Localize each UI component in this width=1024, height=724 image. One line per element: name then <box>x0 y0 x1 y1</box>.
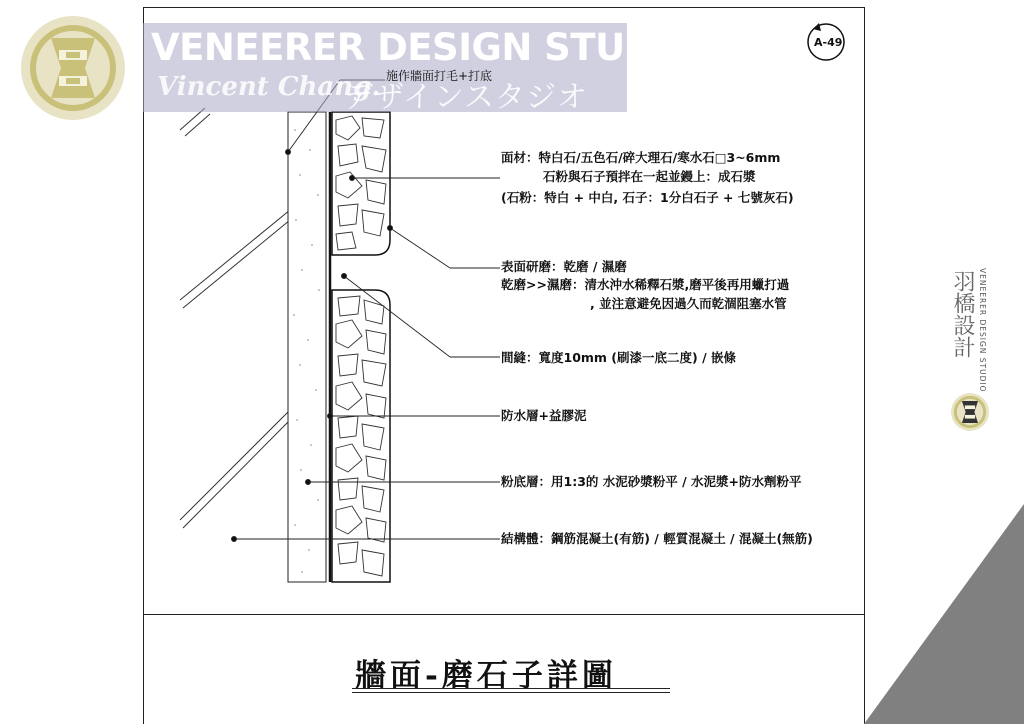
brand-mark-icon <box>951 393 989 431</box>
brand-english-name: VENEERER DESIGN STUDIO <box>978 268 987 393</box>
callout-finish-3: (石粉：特白 + 中白, 石子：1分白石子 + 七號灰石) <box>501 190 794 205</box>
studio-katakana: デザインスタジオ <box>343 80 588 115</box>
callout-structure: 結構體：鋼筋混凝土(有筋) / 輕質混凝土 / 混凝土(無筋) <box>501 531 813 546</box>
title-underline-1 <box>352 688 670 689</box>
callout-finish-2: 石粉與石子預拌在一起並鏝上：成石漿 <box>543 169 756 184</box>
callout-surface-prep: 施作牆面打毛+打底 <box>386 69 493 83</box>
base-layer <box>288 112 326 582</box>
background-hatch <box>180 108 290 528</box>
callout-joint: 間縫：寬度10mm (刷漆一底二度) / 嵌條 <box>501 350 736 365</box>
callout-grinding-3: , 並注意避免因過久而乾涸阻塞水管 <box>590 296 787 311</box>
sheet-title: 牆面-磨石子詳圖 <box>355 658 617 694</box>
brand-chinese-name: 羽橋設計 <box>950 270 975 358</box>
callout-finish-1: 面材：特白石/五色石/碎大理石/寒水石□3~6mm <box>501 150 781 165</box>
callout-waterproof: 防水層+益膠泥 <box>501 408 587 423</box>
callout-grinding-1: 表面研磨：乾磨 / 濕磨 <box>501 259 627 274</box>
callout-base-layer: 粉底層：用1:3的 水泥砂漿粉平 / 水泥漿+防水劑粉平 <box>501 474 802 489</box>
callout-grinding-2: 乾磨>>濕磨：清水沖水稀釋石漿,磨平後再用蠟打過 <box>501 277 790 292</box>
title-underline-2 <box>352 692 670 693</box>
corner-triangle-decoration <box>864 504 1024 724</box>
sheet-number: A-49 <box>814 36 843 49</box>
designer-signature: Vincent Chang. <box>157 72 381 102</box>
studio-name: VENEERER DESIGN STUDIO. <box>151 26 712 69</box>
